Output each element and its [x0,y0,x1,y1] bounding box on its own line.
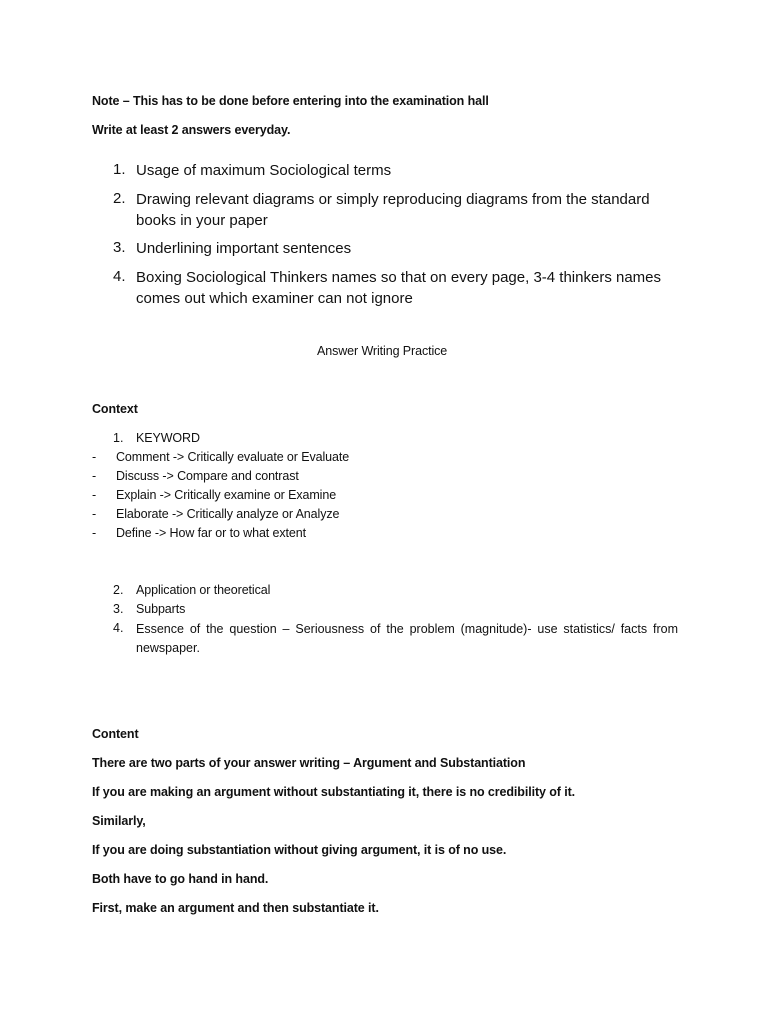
point-text: Subparts [136,602,186,616]
tip-number: 2. [113,190,126,207]
keyword-item: Elaborate -> Critically analyze or Analyze [116,507,340,521]
point-number: 3. [113,602,124,616]
keyword-number: 1. [113,431,124,445]
context-heading: Context [92,402,138,416]
point-text: Essence of the question – Seriousness of the problem (magnitude)- use statistics/ facts from newspaper. [136,622,678,655]
content-heading: Content [92,727,139,741]
dash-bullet: - [92,507,97,521]
point-number: 2. [113,583,124,597]
dash-bullet: - [92,450,97,464]
content-line: Similarly, [92,814,146,828]
note-line: Note – This has to be done before entering into the examination hall [92,94,489,108]
daily-instruction: Write at least 2 answers everyday. [92,123,291,137]
dash-bullet: - [92,526,97,540]
keyword-item: Explain -> Critically examine or Examine [116,488,337,502]
tip-text: Usage of maximum Sociological terms [136,162,392,179]
keyword-item: Define -> How far or to what extent [116,526,306,540]
dash-bullet: - [92,469,97,483]
keyword-item: Comment -> Critically evaluate or Evaluate [116,450,350,464]
dash-bullet: - [92,488,97,502]
content-line: Both have to go hand in hand. [92,872,269,886]
content-line: There are two parts of your answer writing – Argument and Substantiation [92,756,526,770]
point-number: 4. [113,621,124,635]
content-line: First, make an argument and then substantiate it. [92,901,379,915]
tip-number: 4. [113,268,126,285]
content-line: If you are making an argument without substantiating it, there is no credibility of it. [92,785,576,799]
tip-text: Underlining important sentences [136,240,352,257]
tip-text: Boxing Sociological Thinkers names so that on every page, 3-4 thinkers names comes out which examiner can not ignore [136,269,662,307]
section-title: Answer Writing Practice [317,344,448,358]
point-text: Application or theoretical [136,583,271,597]
tip-number: 1. [113,161,126,178]
tip-text: Drawing relevant diagrams or simply reproducing diagrams from the standard books in your paper [136,191,650,229]
keyword-label: KEYWORD [136,431,200,445]
tip-number: 3. [113,239,126,256]
keyword-item: Discuss -> Compare and contrast [116,469,299,483]
content-line: If you are doing substantiation without giving argument, it is of no use. [92,843,507,857]
